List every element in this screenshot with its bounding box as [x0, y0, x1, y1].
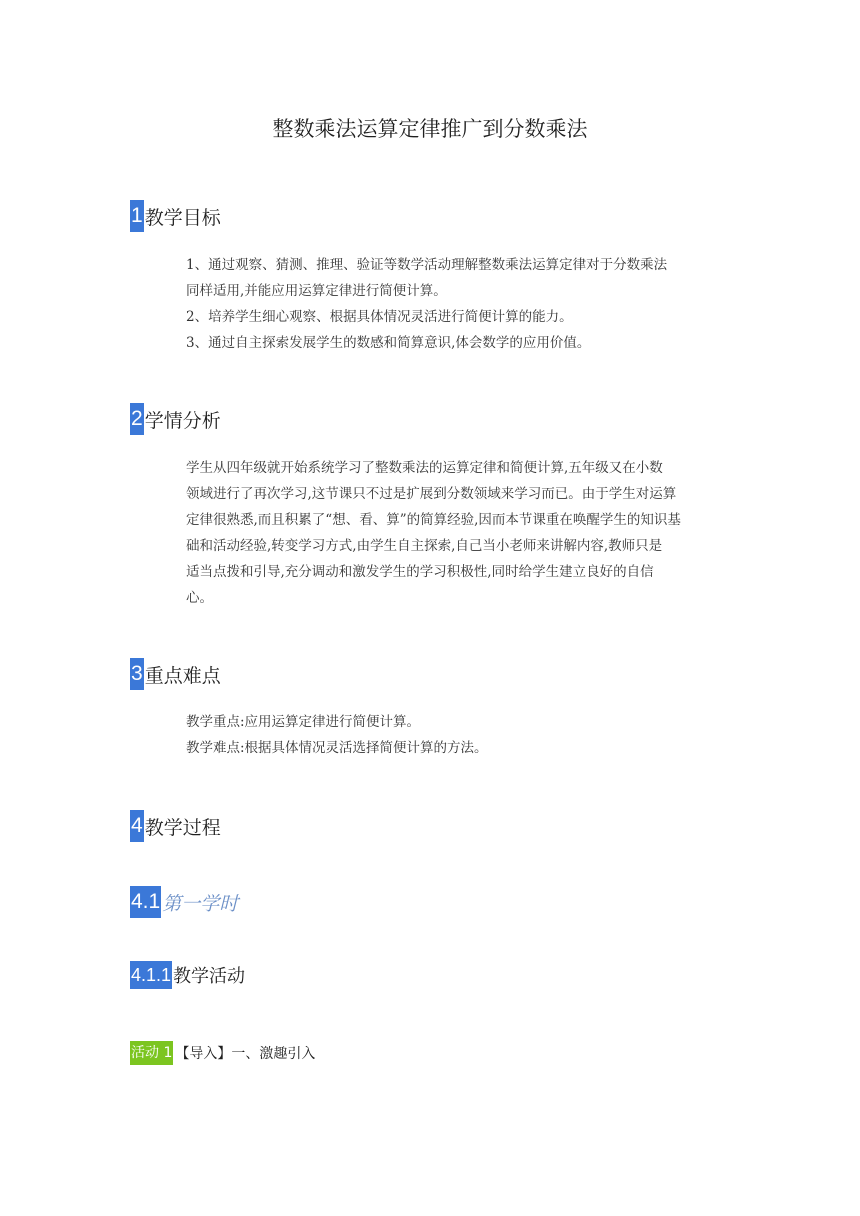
text-line: 教学难点:根据具体情况灵活选择简便计算的方法。: [186, 740, 488, 756]
section-heading-objectives: [130, 200, 221, 232]
section-heading-key-points: [130, 658, 221, 690]
subsubsection-heading: [130, 960, 245, 990]
text-line: 1、通过观察、猜测、推理、验证等数学活动理解整数乘法运算定律对于分数乘法: [186, 257, 668, 273]
subsection-number: 4.1: [130, 886, 161, 918]
activity-row: [130, 1041, 315, 1065]
text-line: 2、培养学生细心观察、根据具体情况灵活进行简便计算的能力。: [186, 309, 573, 325]
section-number: 2: [130, 403, 144, 435]
section-title: 学情分析: [144, 409, 221, 432]
document-title: 整数乘法运算定律推广到分数乘法: [272, 117, 588, 141]
text-line: 学生从四年级就开始系统学习了整数乘法的运算定律和简便计算,五年级又在小数: [186, 460, 663, 476]
section-number: 1: [130, 200, 144, 232]
text-line: 同样适用,并能应用运算定律进行简便计算。: [186, 283, 447, 299]
text-line: 3、通过自主探索发展学生的数感和简算意识,体会数学的应用价值。: [186, 335, 591, 351]
section-number: 3: [130, 658, 144, 690]
section-number: 4: [130, 810, 144, 842]
activity-title: 【导入】一、激趣引入: [175, 1046, 316, 1062]
text-line: 心。: [186, 590, 213, 606]
section-heading-analysis: [130, 403, 221, 435]
section-title: 重点难点: [144, 664, 221, 687]
analysis-paragraph: [186, 455, 736, 611]
text-line: 定律很熟悉,而且积累了“想、看、算”的简算经验,因而本节课重在唤醒学生的知识基: [186, 512, 681, 528]
subsubsection-title: 教学活动: [173, 966, 246, 987]
section-heading-process: [130, 810, 221, 842]
section-title: 教学过程: [144, 816, 221, 839]
text-line: 领域进行了再次学习,这节课只不过是扩展到分数领域来学习而已。由于学生对运算: [186, 486, 677, 502]
activity-tag: 活动 1: [130, 1041, 173, 1065]
subsection-title: 第一学时: [162, 892, 239, 915]
text-line: 适当点拨和引导,充分调动和激发学生的学习积极性,同时给学生建立良好的自信: [186, 564, 654, 580]
section-title: 教学目标: [144, 206, 221, 229]
subsection-heading: [130, 886, 238, 918]
text-line: 础和活动经验,转变学习方式,由学生自主探索,自己当小老师来讲解内容,教师只是: [186, 538, 663, 554]
subsubsection-number: 4.1.1: [130, 961, 172, 989]
key-points-paragraph: [186, 709, 736, 761]
objectives-paragraph: [186, 252, 736, 356]
text-line: 教学重点:应用运算定律进行简便计算。: [186, 714, 421, 730]
